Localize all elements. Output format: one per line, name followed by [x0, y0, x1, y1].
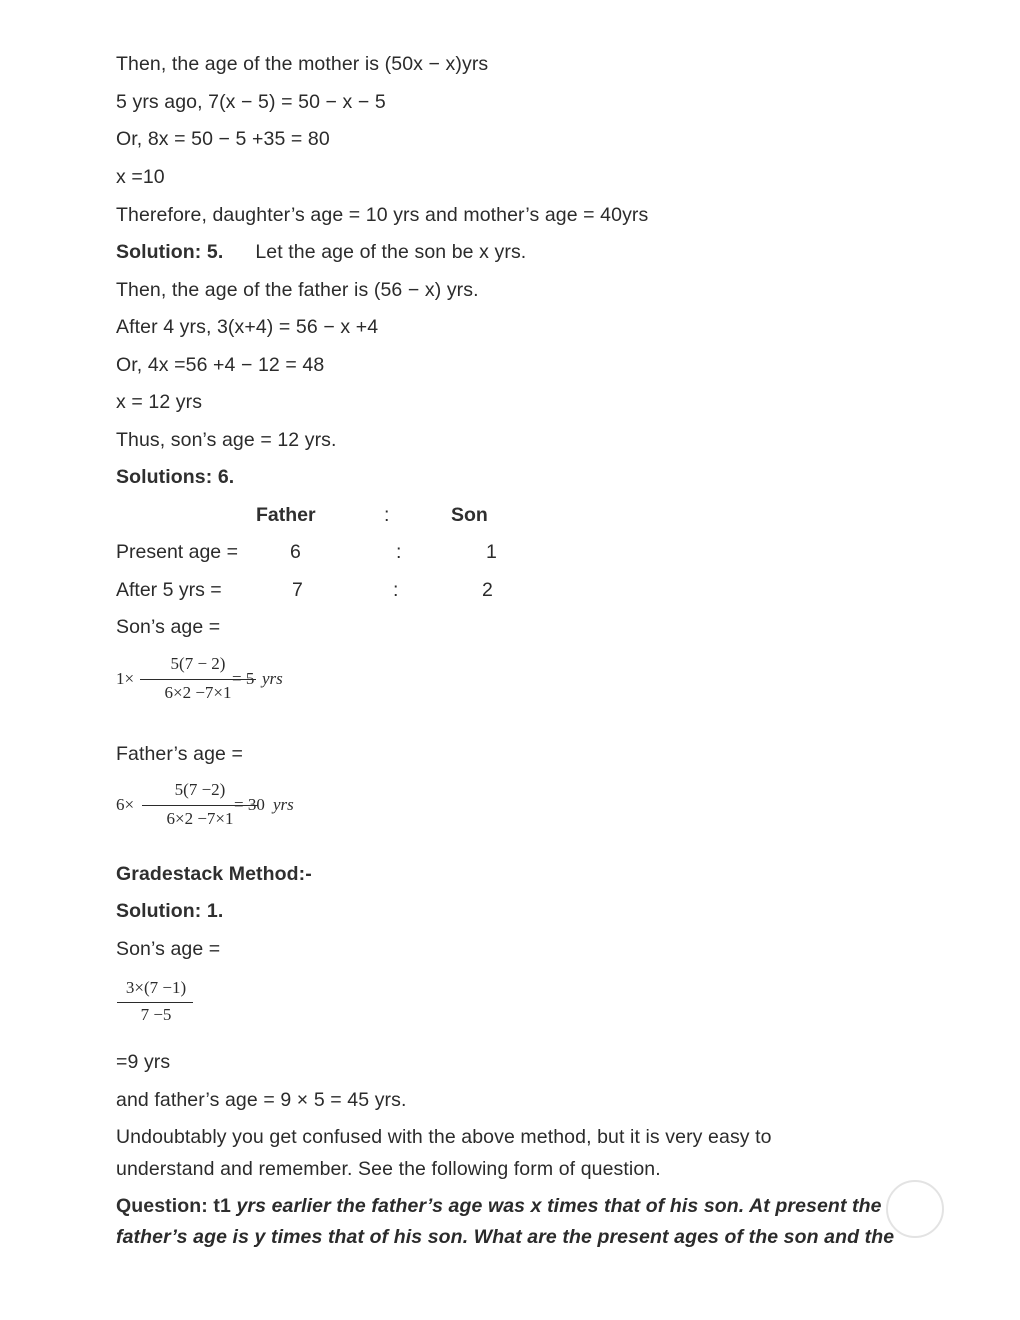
- text-line-mother-age: Then, the age of the mother is (50x − x)yrs: [116, 53, 489, 75]
- table-header-son: Son: [451, 504, 488, 526]
- formula-denominator: 7 −5: [140, 1005, 172, 1024]
- formula-son-age: [116, 650, 316, 710]
- solution-5-text: Let the age of the son be x yrs.: [255, 241, 527, 263]
- solution-5-line: [116, 240, 526, 264]
- question-label: Question: t1: [116, 1195, 231, 1217]
- formula-prefix: 1×: [116, 669, 135, 688]
- formula-father-age: [116, 776, 336, 836]
- gradestack-heading: Gradestack Method:-: [116, 863, 312, 885]
- result-9-yrs: =9 yrs: [116, 1051, 171, 1073]
- table-row-label: Present age =: [116, 541, 238, 563]
- text-line-therefore: Therefore, daughter’s age = 10 yrs and mother’s age = 40yrs: [116, 204, 649, 226]
- text-line-after-4: After 4 yrs, 3(x+4) = 56 − x +4: [116, 316, 379, 338]
- fathers-age-label: Father’s age =: [116, 743, 243, 765]
- formula-result: = 30: [234, 795, 265, 814]
- text-line-5yrs-ago: 5 yrs ago, 7(x − 5) = 50 − x − 5: [116, 91, 386, 113]
- text-line-x12: x = 12 yrs: [116, 391, 203, 413]
- table-header-father: Father: [256, 504, 316, 526]
- text-line-x10: x =10: [116, 166, 165, 188]
- formula-unit: yrs: [273, 795, 294, 814]
- table-cell-sep: :: [393, 579, 399, 601]
- question-text: yrs earlier the father’s age was x times that of his son. At present the: [230, 1195, 882, 1217]
- text-line-4x: Or, 4x =56 +4 − 12 = 48: [116, 354, 325, 376]
- text-line-8x: Or, 8x = 50 − 5 +35 = 80: [116, 128, 330, 150]
- solution-5-label: Solution: 5.: [116, 241, 224, 263]
- fraction-bar: [117, 1002, 193, 1003]
- paragraph-line-1: Undoubtably you get confused with the above method, but it is very easy to: [116, 1126, 772, 1148]
- table-cell-son: 1: [486, 541, 497, 563]
- formula-denominator: 6×2 −7×1: [166, 809, 234, 828]
- formula-result: = 5: [232, 669, 255, 688]
- formula-denominator: 6×2 −7×1: [164, 683, 232, 702]
- table-cell-sep: :: [396, 541, 402, 563]
- question-line-1: [116, 1194, 882, 1218]
- table-cell-father: 6: [290, 541, 301, 563]
- formula-son-age-2: [116, 974, 216, 1034]
- table-cell-son: 2: [482, 579, 493, 601]
- formula-prefix: 6×: [116, 795, 135, 814]
- text-line-father-age: Then, the age of the father is (56 − x) yrs.: [116, 279, 479, 301]
- table-header-sep: :: [384, 504, 390, 526]
- formula-numerator: 3×(7 −1): [125, 978, 187, 997]
- father-age-45: and father’s age = 9 × 5 = 45 yrs.: [116, 1089, 407, 1111]
- sons-age-label: Son’s age =: [116, 616, 221, 638]
- text-line-thus: Thus, son’s age = 12 yrs.: [116, 429, 337, 451]
- formula-numerator: 5(7 −2): [174, 780, 226, 799]
- table-row-label: After 5 yrs =: [116, 579, 222, 601]
- question-line-2: father’s age is y times that of his son. What are the present ages of the son and the: [116, 1226, 895, 1248]
- table-cell-father: 7: [292, 579, 303, 601]
- formula-unit: yrs: [262, 669, 283, 688]
- solutions-6-label: Solutions: 6.: [116, 466, 235, 488]
- sons-age-label-2: Son’s age =: [116, 938, 221, 960]
- solution-1-label: Solution: 1.: [116, 900, 224, 922]
- formula-numerator: 5(7 − 2): [170, 654, 226, 673]
- paragraph-line-2: understand and remember. See the following form of question.: [116, 1158, 661, 1180]
- floating-circle-button[interactable]: [886, 1180, 944, 1238]
